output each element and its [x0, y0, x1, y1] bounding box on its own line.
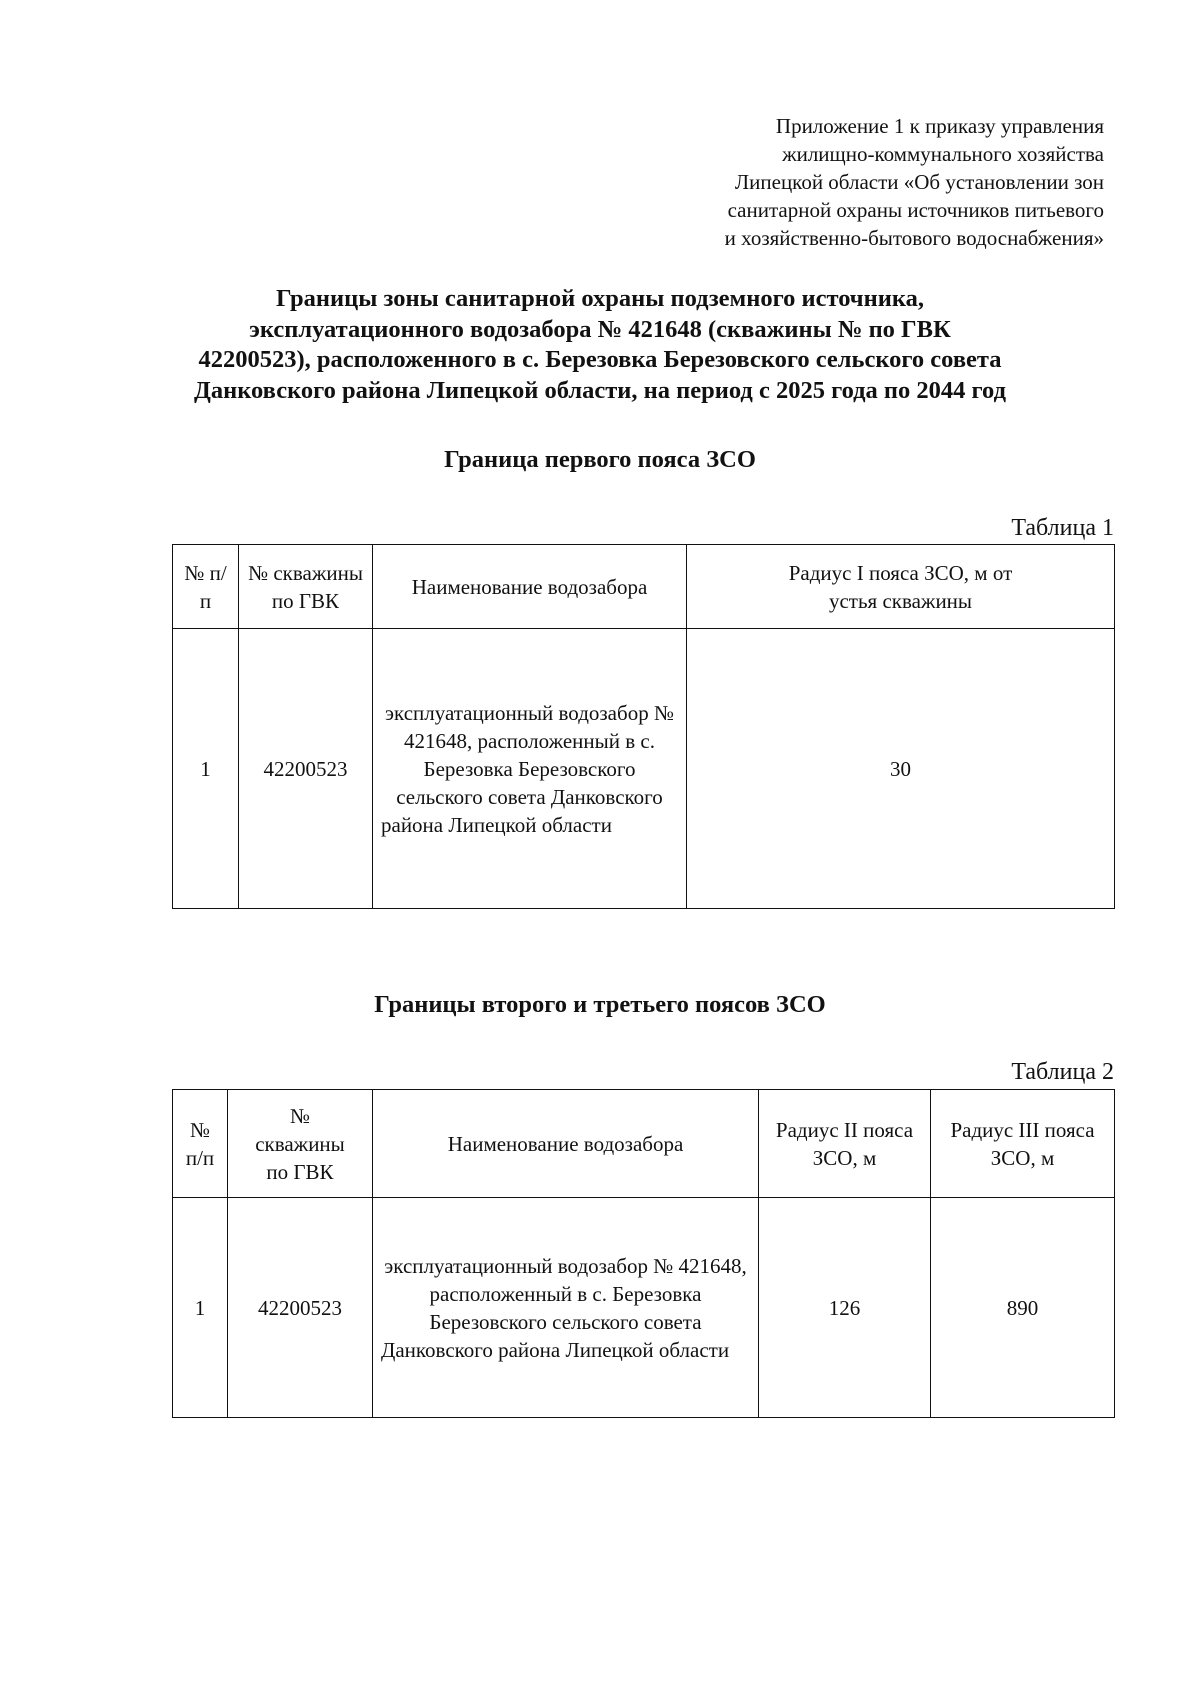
cell-radius: 30 — [687, 629, 1115, 909]
table-first-zone — [172, 544, 1115, 909]
table2-label: Таблица 2 — [1011, 1059, 1114, 1085]
header-radius: Радиус I пояса ЗСО, м от устья скважины — [687, 545, 1115, 629]
title-line: эксплуатационного водозабора № 421648 (скважины № по ГВК — [249, 315, 951, 343]
header-name: Наименование водозабора — [373, 545, 687, 629]
header-num: № п/п — [173, 1090, 228, 1198]
cell-well: 42200523 — [228, 1198, 373, 1418]
table-header-row — [173, 545, 1115, 629]
appendix-line: Приложение 1 к приказу управления — [775, 114, 1104, 138]
title-line: 42200523), расположенного в с. Березовка Березовского сельского совета — [198, 346, 1002, 373]
section1-heading: Граница первого пояса ЗСО — [444, 446, 756, 473]
cell-num: 1 — [173, 1198, 228, 1418]
table-row — [173, 629, 1115, 909]
header-num: № п/п — [173, 545, 239, 629]
cell-well: 42200523 — [239, 629, 373, 909]
table-header-row — [173, 1090, 1115, 1198]
section2-heading: Границы второго и третьего поясов ЗСО — [374, 991, 826, 1018]
title-line: Границы зоны санитарной охраны подземного источника, — [276, 285, 924, 312]
document-title — [100, 284, 1100, 406]
header-well: № скважины по ГВК — [228, 1090, 373, 1198]
header-radius3: Радиус III пояса ЗСО, м — [931, 1090, 1115, 1198]
table-row — [173, 1198, 1115, 1418]
appendix-line: и хозяйственно-бытового водоснабжения» — [724, 226, 1104, 250]
cell-radius3: 890 — [931, 1198, 1115, 1418]
appendix-note — [584, 112, 1104, 252]
table1-label: Таблица 1 — [1011, 515, 1114, 541]
title-line: Данковского района Липецкой области, на период с 2025 года по 2044 год — [194, 376, 1006, 404]
cell-name: эксплуатационный водозабор № 421648, расположенный в с. Березовка Березовского сельского совета Данковского района Липецкой области — [373, 629, 687, 909]
header-well: № скважины по ГВК — [239, 545, 373, 629]
header-radius2: Радиус II пояса ЗСО, м — [759, 1090, 931, 1198]
appendix-line: жилищно-коммунального хозяйства — [782, 142, 1104, 166]
cell-num: 1 — [173, 629, 239, 909]
header-name: Наименование водозабора — [373, 1090, 759, 1198]
appendix-line: Липецкой области «Об установлении зон — [734, 170, 1104, 194]
cell-radius2: 126 — [759, 1198, 931, 1418]
cell-name: эксплуатационный водозабор № 421648, расположенный в с. Березовка Березовского сельского совета Данковского района Липецкой области — [373, 1198, 759, 1418]
table-second-third-zone — [172, 1089, 1115, 1418]
appendix-line: санитарной охраны источников питьевого — [727, 198, 1104, 222]
